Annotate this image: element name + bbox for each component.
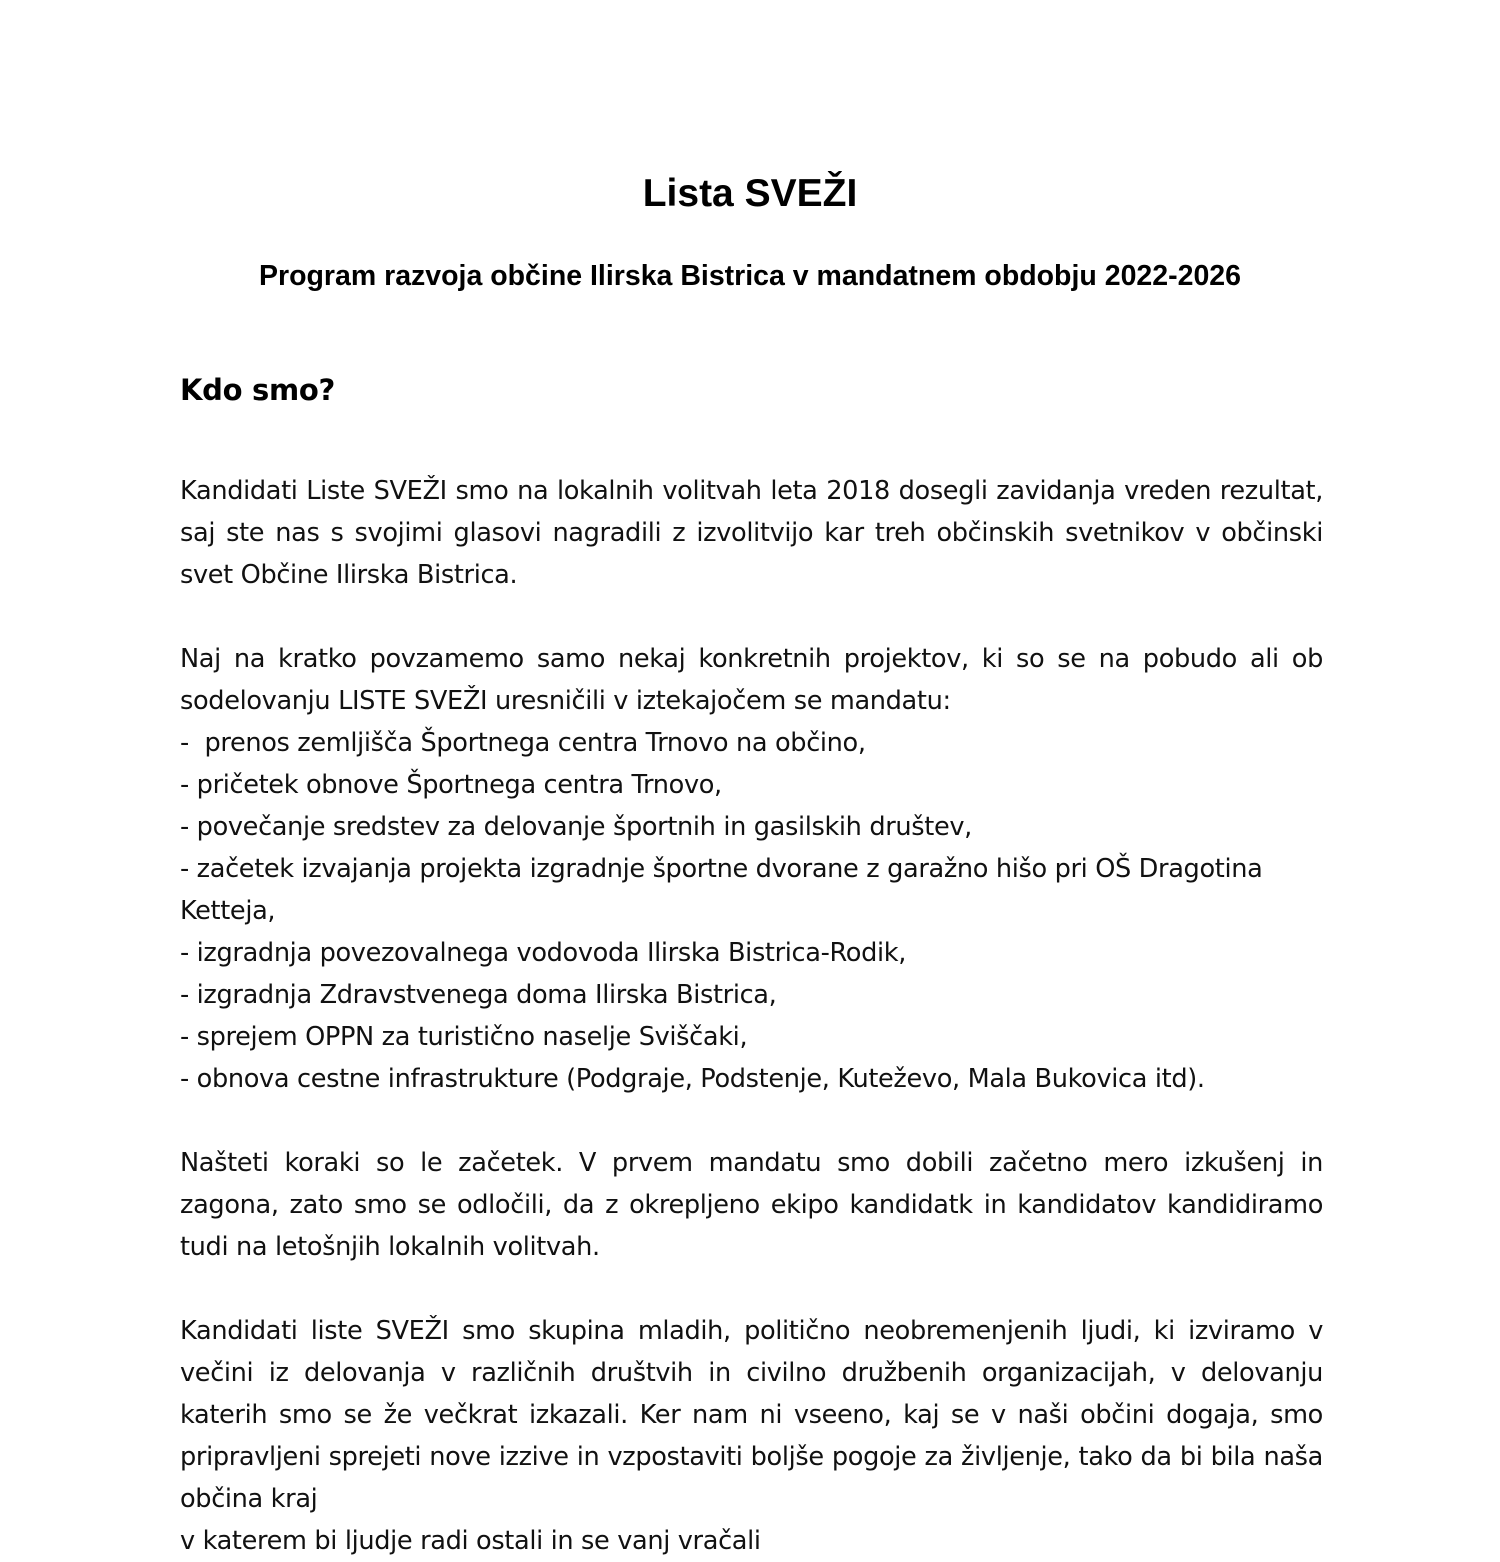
paragraph-next-steps: Našteti koraki so le začetek. V prvem mandatu smo dobili začetno mero izkušenj in zagona, zato smo se odločili, da z okrepljeno ekipo kandidatk in kandidatov kandidiramo tudi na letošnjih lokalnih volitvah. [180, 1148, 1323, 1262]
spacer [180, 1268, 1323, 1310]
list-item: - sprejem OPPN za turistično naselje Sviščaki, [180, 1022, 748, 1052]
list-item: - izgradnja Zdravstvenega doma Ilirska Bistrica, [180, 980, 777, 1010]
page-subtitle: Program razvoja občine Ilirska Bistrica v mandatnem obdobju 2022-2026 [258, 259, 1242, 292]
list-item: - prenos zemljišča Športnega centra Trnovo na občino, [180, 728, 866, 758]
paragraph-about-candidates: Kandidati liste SVEŽI smo skupina mladih, politično neobremenjenih ljudi, ki izviramo v večini iz delovanja v različnih društvih in civilno družbenih organizacijah, v delovanju katerih smo se že večkrat izkazali. Ker nam ni vseeno, kaj se v naši občini dogaja, smo pripravljeni sprejeti nove izzive in vzpostaviti boljše pogoje za življenje, tako da bi bila naša občina kraj [180, 1316, 1323, 1514]
spacer [180, 596, 1323, 638]
list-item: - izgradnja povezovalnega vodovoda Ilirska Bistrica-Rodik, [180, 938, 906, 968]
spacer [180, 410, 1323, 470]
paragraph-about-candidates-continued: v katerem bi ljudje radi ostali in se vanj vračali [180, 1526, 761, 1556]
list-item: - pričetek obnove Športnega centra Trnovo, [180, 770, 722, 800]
list-item: - povečanje sredstev za delovanje športnih in gasilskih društev, [180, 812, 972, 842]
paragraph-projects-lead-in: Naj na kratko povzamemo samo nekaj konkretnih projektov, ki so se na pobudo ali ob sodelovanju LISTE SVEŽI uresničili v iztekajočem se mandatu: [180, 644, 1323, 716]
section-heading-kdo-smo: Kdo smo? [180, 373, 336, 407]
list-item: - začetek izvajanja projekta izgradnje športne dvorane z garažno hišo pri OŠ Dragotina Ketteja, [180, 854, 1271, 926]
document-body [180, 370, 1323, 1562]
page-title: Lista SVEŽI [642, 172, 858, 215]
spacer [180, 1100, 1323, 1142]
list-item: - obnova cestne infrastrukture (Podgraje, Podstenje, Kuteževo, Mala Bukovica itd). [180, 1064, 1205, 1094]
achievements-list [180, 722, 1323, 1100]
paragraph-intro: Kandidati Liste SVEŽI smo na lokalnih volitvah leta 2018 dosegli zavidanja vreden rezultat, saj ste nas s svojimi glasovi nagradili z izvolitvijo kar treh občinskih svetnikov v občinski svet Občine Ilirska Bistrica. [180, 476, 1323, 590]
